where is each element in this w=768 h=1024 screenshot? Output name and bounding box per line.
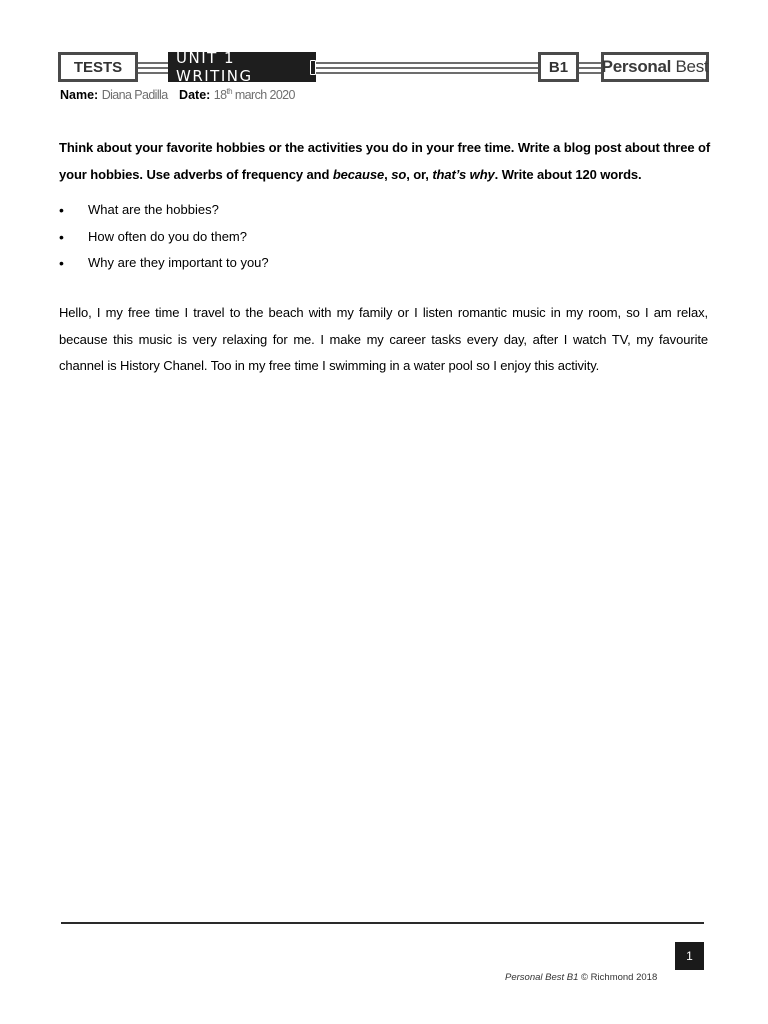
level-label: B1: [548, 58, 569, 76]
name-label: Name:: [60, 88, 99, 103]
header-stripe-right-top: [578, 62, 602, 64]
credit-title: Personal Best B1: [505, 972, 579, 983]
header-stripe-right-middle: [578, 67, 602, 69]
date-label: Date:: [179, 88, 211, 103]
tests-badge: [58, 52, 138, 82]
logo-part1: Personal: [601, 57, 672, 76]
credit-rest: © Richmond 2018: [578, 972, 658, 983]
answer-paragraph: Hello, I my free time I travel to the beach with my family or I listen romantic music in my room, so I am relax, because this music is very relaxing for me. I make my career tasks every day, after I watch TV, my favourite channel is History Chanel. Too in my free time I swimming in a water pool so I enjoy this activity.: [59, 305, 708, 373]
date-rest: march 2020: [232, 88, 295, 103]
question-list: [59, 197, 269, 277]
page-number-value: 1: [686, 949, 693, 963]
logo-part2: Best: [675, 57, 709, 76]
instructions-sep2: , or,: [406, 167, 433, 182]
list-item: • Why are they important to you?: [59, 250, 269, 277]
instructions-so: so: [391, 167, 407, 182]
unit-label: UNIT 1 WRITING: [176, 49, 253, 85]
date-day: 18: [213, 88, 227, 103]
instructions-sep1: ,: [384, 167, 392, 182]
name-value: Diana Padilla: [101, 88, 168, 103]
instructions-part2: . Write about 120 words.: [494, 167, 642, 182]
date-value: [214, 88, 295, 102]
instructions-because: because: [332, 167, 385, 182]
tests-label: TESTS: [73, 58, 123, 76]
instructions-part1: Think about your favorite hobbies or the activities you do in your free time. Write a blog post about three of your hobbies. Use adverbs of frequency and: [59, 140, 711, 182]
level-badge: [538, 52, 579, 82]
date-suffix: th: [226, 87, 232, 96]
header-stripe-right-bottom: [578, 72, 602, 74]
student-info-row: [60, 87, 303, 102]
footer-divider: [61, 922, 704, 924]
footer-credit: [505, 972, 657, 983]
list-item: • What are the hobbies?: [59, 197, 269, 224]
pencil-icon: [310, 60, 316, 75]
page-number: [675, 942, 704, 970]
task-instructions: [59, 134, 711, 188]
list-item: • How often do you do them?: [59, 224, 269, 251]
unit-banner: [168, 49, 316, 85]
personal-best-logo: [601, 52, 709, 82]
instructions-thats-why: that’s why: [432, 167, 495, 182]
